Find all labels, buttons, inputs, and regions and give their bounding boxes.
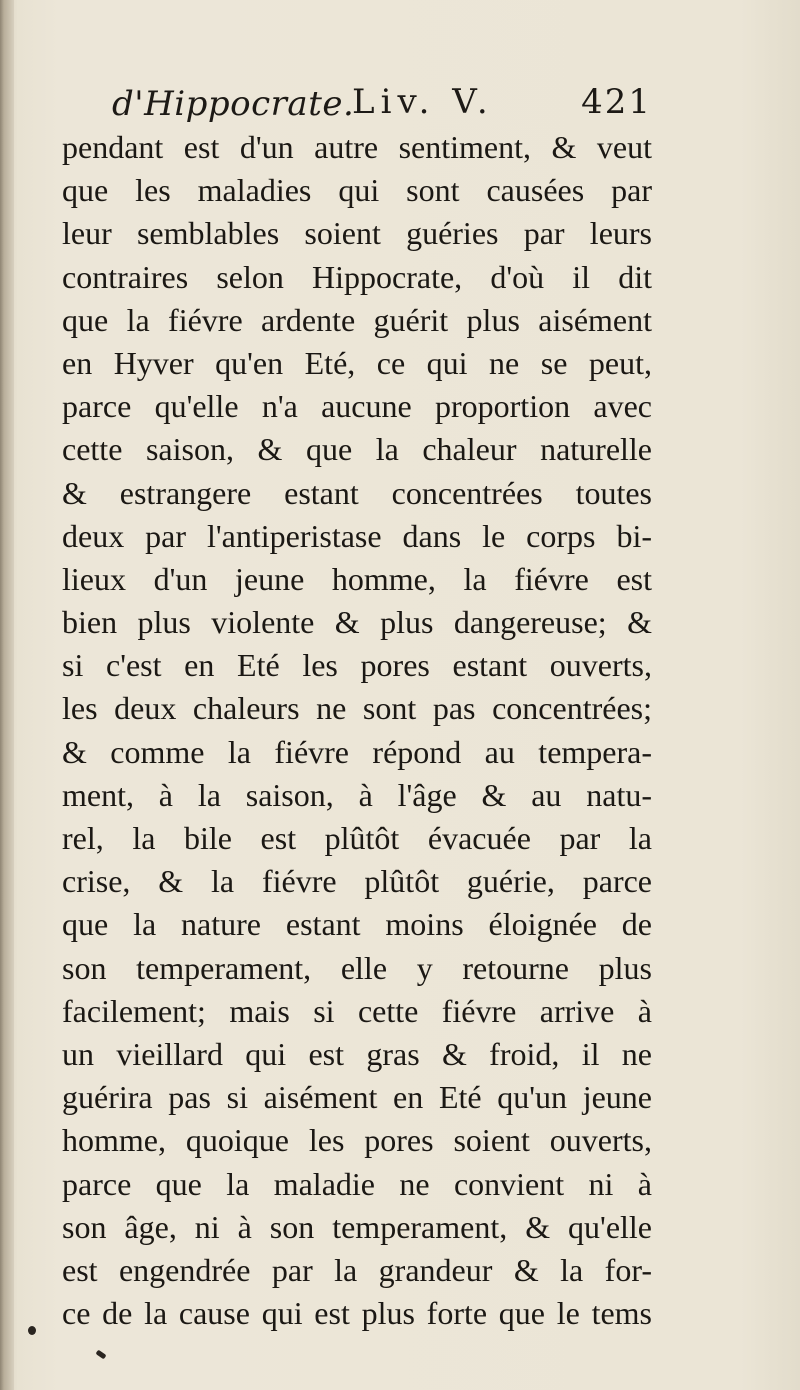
text-line: en Hyver qu'en Eté, ce qui ne se peut, xyxy=(62,344,652,381)
text-line: pendant est d'un autre sentiment, & veut xyxy=(62,129,652,165)
text-line: contraires selon Hippocrate, d'où il dit xyxy=(62,258,652,295)
text-line: lieux d'un jeune homme, la fiévre est xyxy=(62,560,652,597)
running-head-title: d'Hippocrate. xyxy=(112,84,355,124)
text-line: un vieillard qui est gras & froid, il ne xyxy=(62,1035,652,1072)
text-line: crise, & la fiévre plûtôt guérie, parce xyxy=(62,863,652,900)
text-line: les deux chaleurs ne sont pas concentrées; xyxy=(62,690,652,727)
text-line: son âge, ni à son temperament, & qu'elle xyxy=(62,1208,652,1245)
text-line: parce qu'elle n'a aucune proportion avec xyxy=(62,388,652,425)
text-line: & estrangere estant concentrées toutes xyxy=(62,474,652,511)
text-line: ce de la cause qui est plus forte que le tems xyxy=(62,1295,652,1332)
text-line: que les maladies qui sont causées par xyxy=(62,172,652,209)
text-line: est engendrée par la grandeur & la for- xyxy=(62,1251,652,1288)
body-text xyxy=(62,126,652,1335)
text-line: parce que la maladie ne convient ni à xyxy=(62,1165,652,1202)
running-head xyxy=(112,80,652,130)
text-line: son temperament, elle y retourne plus xyxy=(62,949,652,986)
text-line: si c'est en Eté les pores estant ouverts, xyxy=(62,647,652,684)
text-line: rel, la bile est plûtôt évacuée par la xyxy=(62,820,652,856)
page-number: 421 xyxy=(581,82,652,122)
running-head-book: Liv. V. xyxy=(352,82,494,122)
text-line: facilement; mais si cette fiévre arrive à xyxy=(62,992,652,1029)
text-line: guérira pas si aisément en Eté qu'un jeune xyxy=(62,1079,652,1116)
ink-speck xyxy=(28,1326,36,1335)
page-binding-edge xyxy=(0,0,14,1390)
text-line: & comme la fiévre répond au tempera- xyxy=(62,733,652,770)
text-line: homme, quoique les pores soient ouverts, xyxy=(62,1122,652,1159)
text-line: leur semblables soient guéries par leurs xyxy=(62,215,652,252)
text-line: bien plus violente & plus dangereuse; & xyxy=(62,604,652,641)
ink-speck xyxy=(95,1350,106,1360)
text-line: deux par l'antiperistase dans le corps bi- xyxy=(62,517,652,554)
text-line: que la fiévre ardente guérit plus aisément xyxy=(62,301,652,338)
text-line: que la nature estant moins éloignée de xyxy=(62,906,652,943)
text-line: cette saison, & que la chaleur naturelle xyxy=(62,431,652,468)
text-line: ment, à la saison, à l'âge & au natu- xyxy=(62,776,652,813)
